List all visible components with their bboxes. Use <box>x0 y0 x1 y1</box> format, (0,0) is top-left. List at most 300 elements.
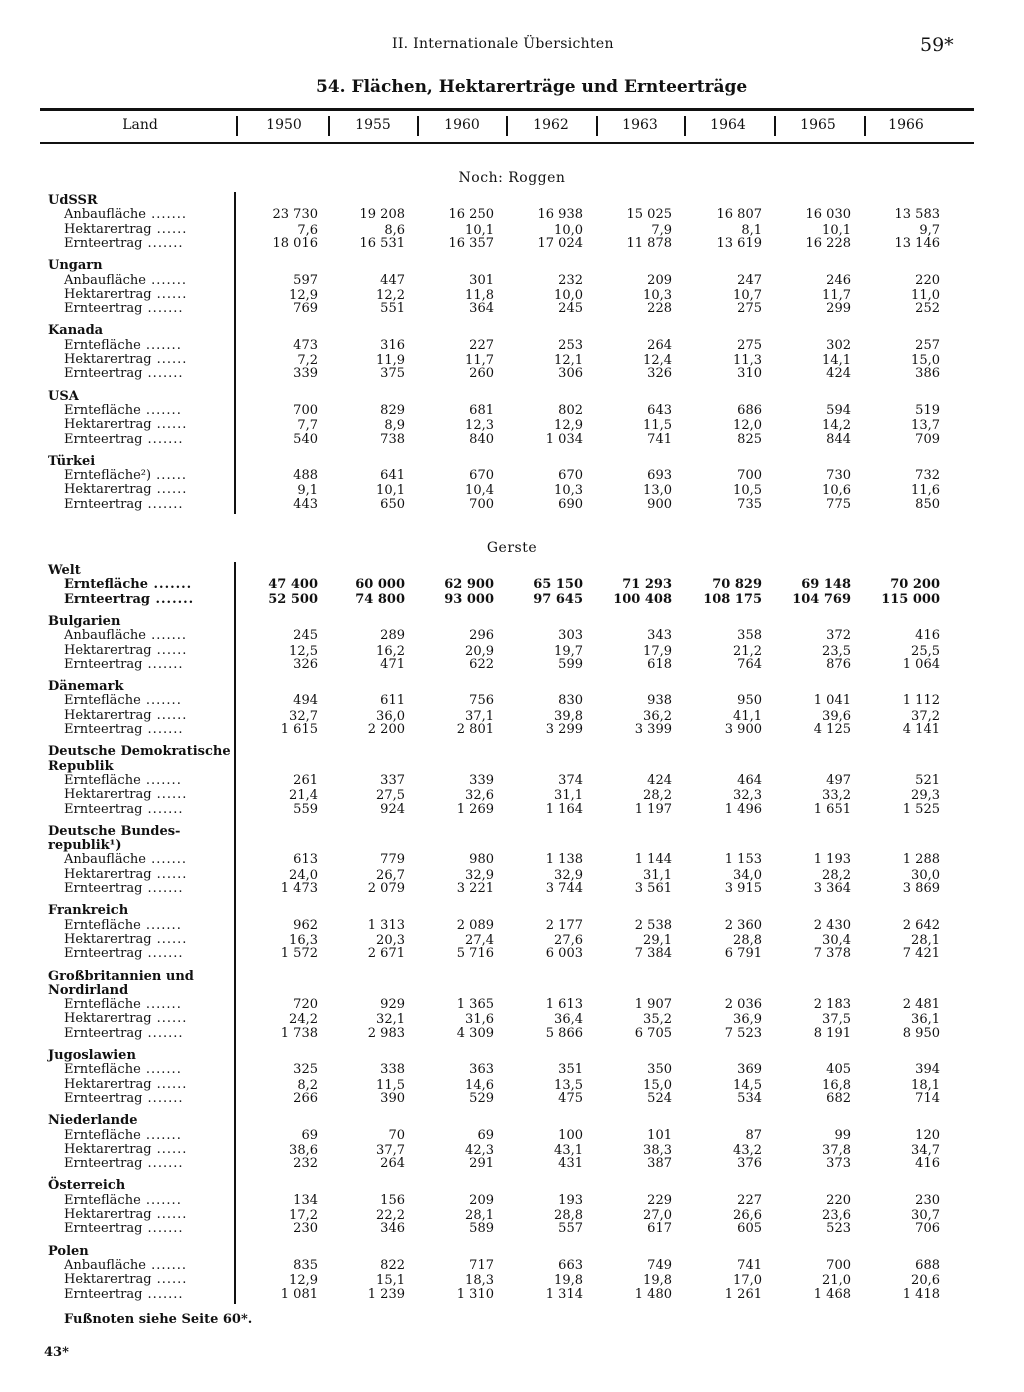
measure-label-text: Ernteertrag <box>64 591 150 607</box>
cell-value: 37,5 <box>822 1012 851 1028</box>
cell-value: 741 <box>737 1257 762 1273</box>
cell-value: 12,0 <box>733 418 762 434</box>
country-name-continued: republik¹) <box>48 838 122 854</box>
cell-value: 1 496 <box>724 801 762 817</box>
cell-value: 275 <box>737 301 762 317</box>
cell-value: 1 138 <box>545 852 583 868</box>
cell-value: 11,6 <box>911 483 940 499</box>
cell-value: 28,1 <box>911 932 940 948</box>
cell-value: 2 642 <box>902 917 940 933</box>
leader-dots: ....... <box>145 852 188 868</box>
cell-value: 28,2 <box>822 867 851 883</box>
cell-value: 1 651 <box>813 801 851 817</box>
header-separator <box>864 116 866 136</box>
cell-value: 2 538 <box>634 917 672 933</box>
measure-label <box>64 433 183 447</box>
cell-value: 1 480 <box>634 1286 672 1302</box>
cell-value: 37,8 <box>822 1142 851 1158</box>
cell-value: 32,9 <box>554 867 583 883</box>
country-name: Bulgarien <box>48 613 121 629</box>
cell-value: 1 468 <box>813 1286 851 1302</box>
cell-value: 28,2 <box>643 788 672 804</box>
measure-label-text: Hektarertrag <box>64 1207 152 1222</box>
cell-value: 30,7 <box>911 1208 940 1223</box>
leader-dots: ....... <box>140 917 182 933</box>
measure-label-text: Hektarertrag <box>64 1272 152 1288</box>
leader-dots: ...... <box>151 468 187 484</box>
cell-value: 557 <box>558 1221 583 1237</box>
column-header-1964: 1964 <box>710 117 746 133</box>
cell-value: 100 <box>558 1127 583 1143</box>
cell-value: 32,1 <box>376 1012 405 1028</box>
cell-value: 900 <box>647 496 672 512</box>
measure-label-text: Hektarertrag <box>64 787 152 803</box>
cell-value: 36,4 <box>554 1012 583 1028</box>
cell-value: 326 <box>647 366 672 382</box>
cell-value: 431 <box>558 1156 583 1172</box>
country-name: USA <box>48 388 79 404</box>
cell-value: 497 <box>826 772 851 788</box>
cell-value: 16 357 <box>448 235 494 251</box>
cell-value: 475 <box>558 1090 583 1106</box>
cell-value: 28,8 <box>554 1208 583 1223</box>
cell-value: 18,1 <box>911 1077 940 1093</box>
measure-label <box>64 578 192 592</box>
cell-value: 34,7 <box>911 1142 940 1158</box>
cell-value: 227 <box>469 337 494 353</box>
cell-value: 15,0 <box>643 1077 672 1093</box>
leader-dots: ....... <box>142 1221 184 1237</box>
cell-value: 70 829 <box>712 577 762 593</box>
leader-dots: ....... <box>142 1025 184 1041</box>
leader-dots: ...... <box>151 417 188 433</box>
leader-dots: ....... <box>145 1257 188 1273</box>
leader-dots: ....... <box>142 1090 184 1106</box>
cell-value: 16 807 <box>716 207 762 223</box>
cell-value: 24,0 <box>289 867 318 883</box>
measure-label <box>64 1012 187 1026</box>
cell-value: 2 481 <box>902 997 940 1013</box>
column-header-1960: 1960 <box>444 117 480 133</box>
cell-value: 7,6 <box>297 222 318 238</box>
cell-value: 13,0 <box>643 483 672 499</box>
cell-value: 700 <box>469 496 494 512</box>
cell-value: 9,1 <box>297 483 318 499</box>
cell-value: 47 400 <box>268 577 318 593</box>
cell-value: 670 <box>469 468 494 484</box>
cell-value: 1 153 <box>724 852 762 868</box>
cell-value: 14,2 <box>822 418 851 434</box>
cell-value: 27,4 <box>465 932 494 948</box>
cell-value: 605 <box>737 1221 762 1237</box>
measure-label-text: Hektarertrag <box>64 1076 152 1092</box>
cell-value: 70 200 <box>890 577 940 593</box>
measure-label-text: Hektarertrag <box>64 866 152 882</box>
cell-value: 825 <box>737 431 762 447</box>
cell-value: 10,4 <box>465 483 494 499</box>
cell-value: 10,7 <box>733 287 762 303</box>
leader-dots: ...... <box>151 1141 188 1157</box>
header-separator <box>328 116 330 136</box>
cell-value: 245 <box>293 628 318 644</box>
running-header: II. Internationale Übersichten <box>392 36 614 52</box>
cell-value: 30,4 <box>822 932 851 948</box>
cell-value: 343 <box>647 628 672 644</box>
cell-value: 551 <box>380 301 405 317</box>
cell-value: 310 <box>737 366 762 382</box>
measure-label <box>64 629 187 643</box>
cell-value: 844 <box>826 431 851 447</box>
cell-value: 682 <box>826 1090 851 1106</box>
cell-value: 29,3 <box>911 788 940 804</box>
measure-label <box>64 644 187 658</box>
measure-label <box>64 1078 187 1092</box>
cell-value: 3 399 <box>634 722 672 737</box>
leader-dots: ...... <box>151 642 188 658</box>
cell-value: 31,1 <box>554 788 583 804</box>
leader-dots: ...... <box>151 787 188 803</box>
measure-label-text: Anbaufläche <box>64 272 146 288</box>
cell-value: 358 <box>737 628 762 644</box>
measure-label <box>64 237 183 251</box>
cell-value: 10,3 <box>643 287 672 303</box>
cell-value: 10,0 <box>554 222 583 238</box>
cell-value: 594 <box>826 402 851 418</box>
cell-value: 14,6 <box>465 1077 494 1093</box>
leader-dots: ...... <box>151 1011 188 1027</box>
cell-value: 34,0 <box>733 867 762 883</box>
cell-value: 27,0 <box>643 1208 672 1223</box>
table-title: 54. Flächen, Hektarerträge und Ernteerträge <box>316 77 748 97</box>
column-header-1965: 1965 <box>800 117 836 133</box>
cell-value: 15,0 <box>911 353 940 368</box>
cell-value: 519 <box>915 402 940 418</box>
measure-label <box>64 1259 187 1273</box>
cell-value: 27,6 <box>554 932 583 948</box>
cell-value: 1 197 <box>634 801 672 817</box>
cell-value: 7 384 <box>634 946 672 962</box>
leader-dots: ....... <box>142 656 184 672</box>
cell-value: 6 705 <box>634 1025 672 1041</box>
measure-label-text: Erntefläche²) <box>64 468 152 484</box>
cell-value: 1 288 <box>902 852 940 868</box>
cell-value: 521 <box>915 772 940 788</box>
cell-value: 220 <box>826 1192 851 1208</box>
cell-value: 19,7 <box>554 643 583 659</box>
cell-value: 1 144 <box>634 852 672 868</box>
cell-value: 1 164 <box>545 801 583 817</box>
cell-value: 17 024 <box>537 235 583 251</box>
cell-value: 11,7 <box>822 287 851 303</box>
cell-value: 19 208 <box>359 207 405 223</box>
measure-label <box>64 404 182 418</box>
measure-label-text: Ernteertrag <box>64 496 143 512</box>
cell-value: 700 <box>826 1257 851 1273</box>
cell-value: 686 <box>737 402 762 418</box>
cell-value: 101 <box>647 1127 672 1143</box>
cell-value: 1 365 <box>456 997 494 1013</box>
leader-dots: ....... <box>140 1062 182 1078</box>
cell-value: 11,9 <box>376 353 405 368</box>
cell-value: 7,9 <box>651 222 672 238</box>
measure-label-text: Ernteertrag <box>64 1156 143 1172</box>
cell-value: 8,9 <box>384 418 405 434</box>
cell-value: 253 <box>558 337 583 353</box>
cell-value: 264 <box>647 337 672 353</box>
cell-value: 13,5 <box>554 1077 583 1093</box>
measure-label <box>64 367 183 381</box>
cell-value: 7 421 <box>902 946 940 962</box>
cell-value: 618 <box>647 656 672 672</box>
cell-value: 228 <box>647 301 672 317</box>
cell-value: 32,6 <box>465 788 494 804</box>
cell-value: 71 293 <box>622 577 672 593</box>
cell-value: 33,2 <box>822 788 851 804</box>
cell-value: 363 <box>469 1062 494 1078</box>
cell-value: 2 183 <box>813 997 851 1013</box>
cell-value: 120 <box>915 1127 940 1143</box>
cell-value: 10,3 <box>554 483 583 499</box>
leader-dots: ...... <box>151 866 188 882</box>
measure-label <box>64 658 183 672</box>
cell-value: 18,3 <box>465 1273 494 1289</box>
cell-value: 8,2 <box>297 1077 318 1093</box>
column-header-1963: 1963 <box>622 117 658 133</box>
cell-value: 17,0 <box>733 1273 762 1289</box>
cell-value: 70 <box>388 1127 405 1143</box>
cell-value: 822 <box>380 1257 405 1273</box>
cell-value: 2 983 <box>367 1025 405 1041</box>
column-header-1962: 1962 <box>533 117 569 133</box>
country-name: Polen <box>48 1243 89 1259</box>
measure-label-text: Erntefläche <box>64 917 141 933</box>
cell-value: 693 <box>647 468 672 484</box>
cell-value: 13,7 <box>911 418 940 434</box>
cell-value: 613 <box>293 852 318 868</box>
cell-value: 12,9 <box>289 1273 318 1289</box>
cell-value: 717 <box>469 1257 494 1273</box>
leader-dots: ...... <box>151 931 188 947</box>
cell-value: 260 <box>469 366 494 382</box>
cell-value: 104 769 <box>792 591 851 607</box>
cell-value: 390 <box>380 1090 405 1106</box>
page-number-bottom: 43* <box>44 1345 69 1360</box>
cell-value: 962 <box>293 917 318 933</box>
cell-value: 3 869 <box>902 881 940 896</box>
cell-value: 325 <box>293 1062 318 1078</box>
cell-value: 11,5 <box>376 1077 405 1093</box>
cell-value: 700 <box>737 468 762 484</box>
cell-value: 2 671 <box>367 946 405 962</box>
leader-dots: ....... <box>142 235 184 251</box>
cell-value: 62 900 <box>444 577 494 593</box>
cell-value: 732 <box>915 468 940 484</box>
measure-label-text: Hektarertrag <box>64 642 152 658</box>
column-header-1966: 1966 <box>888 117 924 133</box>
cell-value: 769 <box>293 301 318 317</box>
leader-dots: ...... <box>151 707 188 723</box>
cell-value: 16 030 <box>805 207 851 223</box>
cell-value: 8 191 <box>813 1025 851 1041</box>
country-name: Türkei <box>48 453 96 469</box>
cell-value: 700 <box>293 402 318 418</box>
cell-value: 23,6 <box>822 1208 851 1223</box>
leader-dots: ....... <box>148 577 193 593</box>
measure-label-text: Ernteertrag <box>64 722 143 737</box>
cell-value: 275 <box>737 337 762 353</box>
measure-label <box>64 498 183 512</box>
cell-value: 232 <box>558 272 583 288</box>
measure-label-text: Ernteertrag <box>64 1286 143 1302</box>
leader-dots: ....... <box>142 881 184 896</box>
measure-label-text: Hektarertrag <box>64 482 152 498</box>
cell-value: 41,1 <box>733 708 762 724</box>
cell-value: 31,6 <box>465 1012 494 1028</box>
leader-dots: ...... <box>151 1076 188 1092</box>
cell-value: 134 <box>293 1192 318 1208</box>
cell-value: 299 <box>826 301 851 317</box>
measure-label-text: Erntefläche <box>64 1062 141 1078</box>
measure-label <box>64 418 187 432</box>
cell-value: 1 615 <box>280 722 318 737</box>
header-separator <box>417 116 419 136</box>
leader-dots: ....... <box>145 207 188 223</box>
measure-label <box>64 223 187 237</box>
cell-value: 3 221 <box>456 881 494 896</box>
section-title: Noch: Roggen <box>458 170 566 186</box>
cell-value: 8,6 <box>384 222 405 238</box>
cell-value: 25,5 <box>911 643 940 659</box>
cell-value: 15 025 <box>626 207 672 223</box>
cell-value: 597 <box>293 272 318 288</box>
cell-value: 22,2 <box>376 1208 405 1223</box>
leader-dots: ....... <box>142 366 184 382</box>
cell-value: 2 036 <box>724 997 762 1013</box>
cell-value: 730 <box>826 468 851 484</box>
cell-value: 835 <box>293 1257 318 1273</box>
measure-label-text: Ernteertrag <box>64 1221 143 1237</box>
cell-value: 1 310 <box>456 1286 494 1302</box>
cell-value: 1 572 <box>280 946 318 962</box>
cell-value: 13 619 <box>716 235 762 251</box>
cell-value: 65 150 <box>533 577 583 593</box>
leader-dots: ....... <box>142 301 184 317</box>
cell-value: 245 <box>558 301 583 317</box>
country-name: UdSSR <box>48 193 98 208</box>
cell-value: 35,2 <box>643 1012 672 1028</box>
cell-value: 261 <box>293 772 318 788</box>
cell-value: 346 <box>380 1221 405 1237</box>
measure-label-text: Ernteertrag <box>64 235 143 251</box>
cell-value: 20,6 <box>911 1273 940 1289</box>
cell-value: 447 <box>380 272 405 288</box>
cell-value: 301 <box>469 272 494 288</box>
leader-dots: ....... <box>142 722 184 737</box>
cell-value: 338 <box>380 1062 405 1078</box>
measure-label-text: Hektarertrag <box>64 221 152 237</box>
cell-value: 15,1 <box>376 1273 405 1289</box>
cell-value: 1 081 <box>280 1286 318 1302</box>
measure-label <box>64 774 182 788</box>
cell-value: 266 <box>293 1090 318 1106</box>
label-column-separator <box>234 562 236 1304</box>
cell-value: 20,9 <box>465 643 494 659</box>
measure-label-text: Hektarertrag <box>64 417 152 433</box>
measure-label <box>64 853 187 867</box>
cell-value: 924 <box>380 801 405 817</box>
cell-value: 10,6 <box>822 483 851 499</box>
measure-label <box>64 1273 187 1287</box>
country-name: Welt <box>48 563 81 578</box>
country-name: Großbritannien und <box>48 968 194 984</box>
cell-value: 29,1 <box>643 932 672 948</box>
cell-value: 7,7 <box>297 418 318 434</box>
cell-value: 52 500 <box>268 591 318 607</box>
measure-label-text: Anbaufläche <box>64 1257 146 1273</box>
cell-value: 230 <box>915 1192 940 1208</box>
cell-value: 16 250 <box>448 207 494 223</box>
measure-label-text: Anbaufläche <box>64 207 146 223</box>
cell-value: 257 <box>915 337 940 353</box>
measure-label-text: Erntefläche <box>64 577 148 593</box>
cell-value: 21,2 <box>733 643 762 659</box>
cell-value: 4 309 <box>456 1025 494 1041</box>
cell-value: 37,1 <box>465 708 494 724</box>
cell-value: 100 408 <box>613 591 672 607</box>
measure-label <box>64 882 183 896</box>
cell-value: 36,1 <box>911 1012 940 1028</box>
footnote: Fußnoten siehe Seite 60*. <box>64 1312 253 1327</box>
cell-value: 2 177 <box>545 917 583 933</box>
cell-value: 5 716 <box>456 946 494 962</box>
cell-value: 374 <box>558 772 583 788</box>
measure-label-text: Erntefläche <box>64 402 141 418</box>
cell-value: 1 907 <box>634 997 672 1013</box>
cell-value: 424 <box>647 772 672 788</box>
cell-value: 1 261 <box>724 1286 762 1302</box>
measure-label-text: Hektarertrag <box>64 1011 152 1027</box>
cell-value: 43,1 <box>554 1142 583 1158</box>
cell-value: 316 <box>380 337 405 353</box>
section-title: Gerste <box>486 540 538 556</box>
measure-label-text: Erntefläche <box>64 337 141 353</box>
measure-label <box>64 1222 183 1236</box>
measure-label <box>64 919 182 933</box>
cell-value: 303 <box>558 628 583 644</box>
cell-value: 232 <box>293 1156 318 1172</box>
cell-value: 36,0 <box>376 708 405 724</box>
cell-value: 16,2 <box>376 643 405 659</box>
cell-value: 706 <box>915 1221 940 1237</box>
country-name: Jugoslawien <box>48 1048 136 1063</box>
cell-value: 31,1 <box>643 867 672 883</box>
cell-value: 540 <box>293 431 318 447</box>
cell-value: 37,7 <box>376 1142 405 1158</box>
cell-value: 980 <box>469 852 494 868</box>
cell-value: 87 <box>745 1127 762 1143</box>
cell-value: 39,6 <box>822 708 851 724</box>
cell-value: 681 <box>469 402 494 418</box>
header-separator <box>774 116 776 136</box>
cell-value: 99 <box>834 1127 851 1143</box>
cell-value: 26,7 <box>376 867 405 883</box>
cell-value: 97 645 <box>533 591 583 607</box>
measure-label <box>64 1288 183 1302</box>
cell-value: 36,9 <box>733 1012 762 1028</box>
cell-value: 18 016 <box>272 235 318 251</box>
cell-value: 850 <box>915 496 940 512</box>
cell-value: 802 <box>558 402 583 418</box>
